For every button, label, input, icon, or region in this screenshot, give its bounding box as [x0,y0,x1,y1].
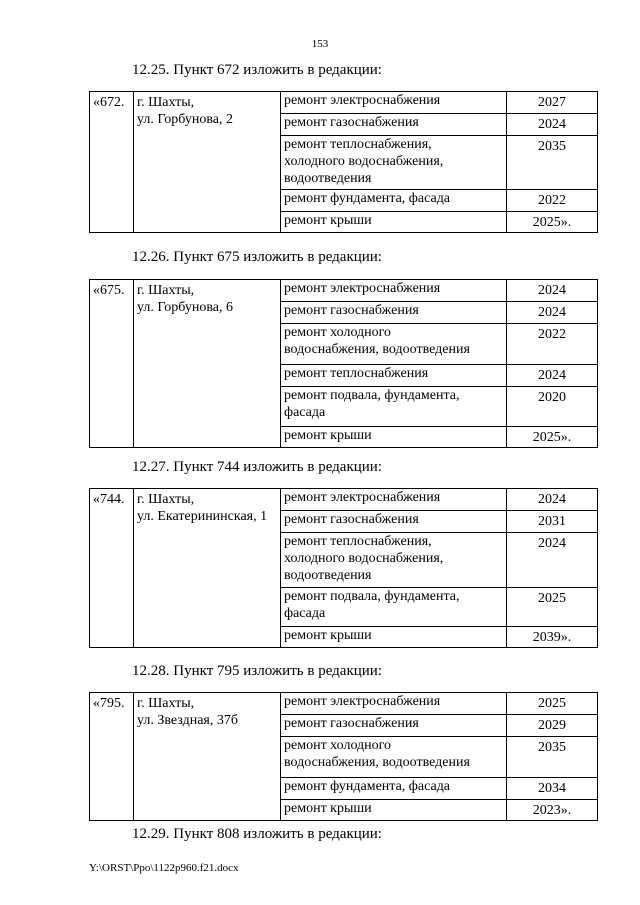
repair-work [281,114,507,136]
text-line: ремонт крыши [284,801,372,816]
text-line: г. Шахты, [137,492,195,507]
text-line: ремонт крыши [284,213,372,228]
repair-year: 2025». [507,427,598,448]
text-line: ул. Горбунова, 6 [137,300,233,315]
text-line: водоотведения [284,568,372,583]
building-address [134,693,281,821]
repair-work [281,489,507,511]
text-line: водоснабжения, водоотведения [284,342,470,357]
repair-year: 2025». [507,212,598,233]
building-address [134,489,281,648]
repair-work [281,212,507,233]
section-heading: 12.27. Пункт 744 изложить в редакции: [132,459,382,475]
text-line: холодного водоснабжения, [284,551,444,566]
text-line: ремонт холодного [284,738,392,753]
text-line: ремонт теплоснабжения, [284,534,432,549]
section-heading: 12.28. Пункт 795 изложить в редакции: [132,663,382,679]
repair-work [281,280,507,302]
building-repair-table [89,91,598,233]
repair-year: 2029 [507,715,598,737]
repair-work [281,693,507,715]
text-line: ремонт газоснабжения [284,115,419,130]
text-line: ул. Горбунова, 2 [137,112,233,127]
section-heading: 12.25. Пункт 672 изложить в редакции: [132,62,382,78]
text-line: ремонт электроснабжения [284,93,441,108]
repair-work [281,533,507,588]
repair-year: 2035 [507,737,598,778]
repair-work [281,387,507,427]
building-address [134,280,281,448]
repair-work [281,800,507,821]
repair-year: 2023». [507,800,598,821]
repair-year: 2022 [507,190,598,212]
repair-year: 2024 [507,302,598,324]
text-line: фасада [284,405,326,420]
repair-year: 2034 [507,778,598,800]
repair-work [281,136,507,190]
text-line: ремонт крыши [284,628,372,643]
table-row [90,92,598,114]
repair-work [281,511,507,533]
repair-year: 2020 [507,387,598,427]
item-number: «672. [90,92,134,233]
repair-year: 2024 [507,533,598,588]
repair-work [281,588,507,627]
section-heading: 12.26. Пункт 675 изложить в редакции: [132,249,382,265]
table-row [90,280,598,302]
text-line: ремонт крыши [284,428,372,443]
repair-year: 2022 [507,324,598,365]
repair-year: 2025 [507,588,598,627]
text-line: ремонт подвала, фундамента, [284,388,460,403]
item-number: «744. [90,489,134,648]
text-line: ремонт газоснабжения [284,716,419,731]
text-line: ремонт теплоснабжения [284,366,429,381]
text-line: г. Шахты, [137,95,195,110]
text-line: г. Шахты, [137,283,195,298]
repair-year: 2024 [507,489,598,511]
repair-year: 2027 [507,92,598,114]
text-line: ул. Звездная, 37б [137,713,238,728]
text-line: ремонт газоснабжения [284,512,419,527]
building-repair-table [89,692,598,821]
text-line: ремонт подвала, фундамента, [284,589,460,604]
text-line: ремонт фундамента, фасада [284,779,451,794]
building-repair-table [89,279,598,448]
item-number: «795. [90,693,134,821]
text-line: фасада [284,606,326,621]
text-line: ремонт фундамента, фасада [284,191,451,206]
repair-work [281,324,507,365]
repair-year: 2024 [507,280,598,302]
text-line: ремонт электроснабжения [284,281,441,296]
repair-year: 2024 [507,114,598,136]
repair-work [281,627,507,648]
repair-year: 2035 [507,136,598,190]
repair-work [281,190,507,212]
repair-work [281,427,507,448]
text-line: водоснабжения, водоотведения [284,755,470,770]
page-number: 153 [311,38,329,50]
repair-work [281,715,507,737]
repair-work [281,737,507,778]
text-line: холодного водоснабжения, [284,154,444,169]
repair-work [281,92,507,114]
text-line: ремонт холодного [284,325,392,340]
text-line: ремонт газоснабжения [284,303,419,318]
text-line: г. Шахты, [137,696,195,711]
table-row [90,693,598,715]
text-line: водоотведения [284,171,372,186]
repair-work [281,365,507,387]
text-line: ремонт теплоснабжения, [284,137,432,152]
repair-work [281,778,507,800]
repair-work [281,302,507,324]
table-row [90,489,598,511]
text-line: ремонт электроснабжения [284,694,441,709]
item-number: «675. [90,280,134,448]
building-address [134,92,281,233]
building-repair-table [89,488,598,648]
text-line: ремонт электроснабжения [284,490,441,505]
repair-year: 2039». [507,627,598,648]
closing-heading: 12.29. Пункт 808 изложить в редакции: [132,826,382,842]
repair-year: 2024 [507,365,598,387]
repair-year: 2025 [507,693,598,715]
text-line: ул. Екатерининская, 1 [137,509,268,524]
repair-year: 2031 [507,511,598,533]
file-path-footer: Y:\ORST\Ppo\1122p960.f21.docx [89,862,239,874]
